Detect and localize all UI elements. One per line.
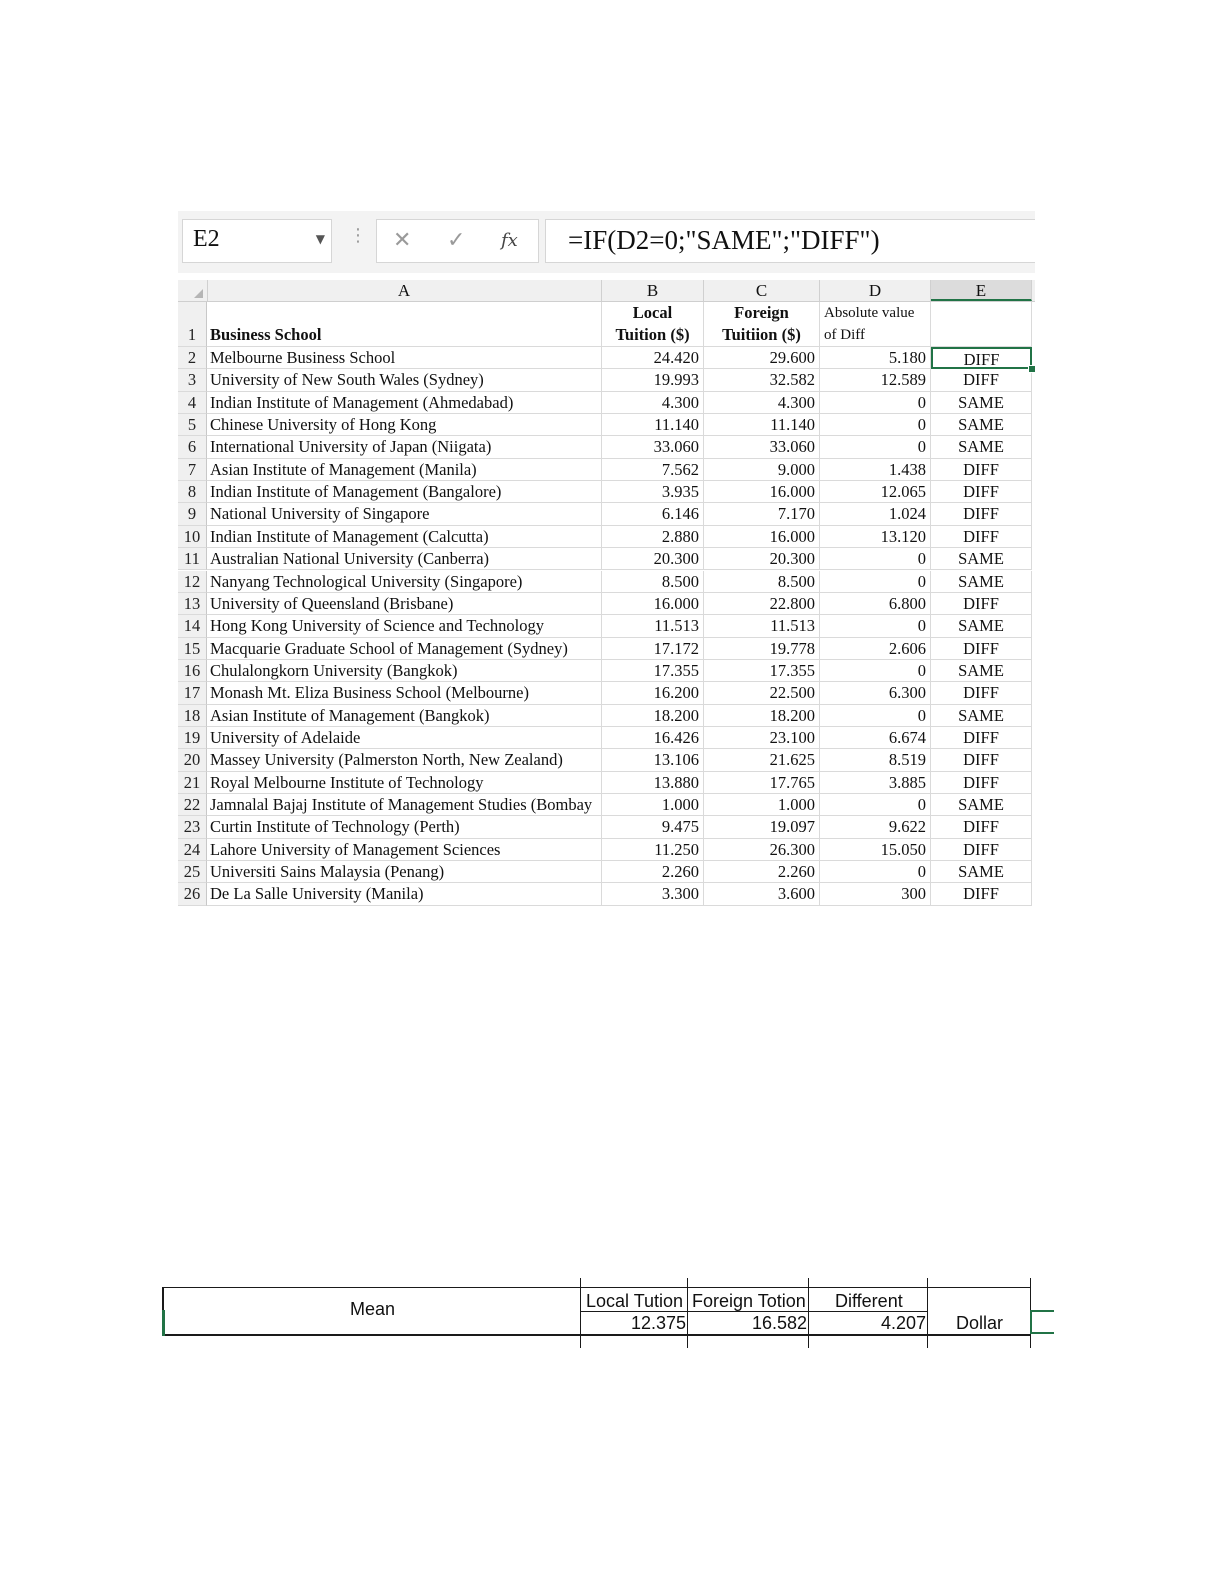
- row-number[interactable]: 22: [178, 794, 207, 816]
- header-local-tuition[interactable]: [602, 302, 704, 347]
- row-number[interactable]: 15: [178, 638, 207, 660]
- cell-abs-diff[interactable]: 12.065: [820, 481, 931, 503]
- cell-abs-diff[interactable]: 6.300: [820, 682, 931, 704]
- table-row: [178, 772, 1035, 794]
- cell-school[interactable]: Lahore University of Management Sciences: [207, 839, 602, 861]
- cell-result[interactable]: SAME: [931, 392, 1032, 414]
- cell-abs-diff[interactable]: 0: [820, 392, 931, 414]
- cell-school[interactable]: Hong Kong University of Science and Technology: [207, 615, 602, 637]
- cell-abs-diff[interactable]: 0: [820, 660, 931, 682]
- cell-foreign-tuition[interactable]: 17.765: [704, 772, 820, 794]
- cell-foreign-tuition[interactable]: 33.060: [704, 436, 820, 458]
- cell-abs-diff[interactable]: 0: [820, 861, 931, 883]
- row-number[interactable]: 17: [178, 682, 207, 704]
- row-number[interactable]: 8: [178, 481, 207, 503]
- cell-result[interactable]: SAME: [931, 436, 1032, 458]
- cell-foreign-tuition[interactable]: 21.625: [704, 749, 820, 771]
- name-box-value: E2: [193, 226, 220, 252]
- cell-foreign-tuition[interactable]: 19.778: [704, 638, 820, 660]
- cell-foreign-tuition[interactable]: 11.513: [704, 615, 820, 637]
- mean-label: Mean: [350, 1299, 396, 1319]
- cell-school[interactable]: Monash Mt. Eliza Business School (Melbourne): [207, 682, 602, 704]
- cell-local-tuition[interactable]: 18.200: [602, 705, 704, 727]
- cell-result[interactable]: DIFF: [931, 727, 1032, 749]
- cell-foreign-tuition[interactable]: 23.100: [704, 727, 820, 749]
- formula-input[interactable]: [545, 219, 1035, 263]
- mean-diff-value: 4.207: [880, 1313, 926, 1333]
- table-row: [178, 503, 1035, 525]
- cell-result[interactable]: DIFF: [931, 638, 1032, 660]
- row-number[interactable]: 2: [178, 347, 207, 369]
- cell-result[interactable]: DIFF: [931, 481, 1032, 503]
- cell-foreign-tuition[interactable]: 9.000: [704, 459, 820, 481]
- cell-local-tuition[interactable]: 4.300: [602, 392, 704, 414]
- cell-local-tuition[interactable]: 6.146: [602, 503, 704, 525]
- table-row: [178, 660, 1035, 682]
- cell-abs-diff[interactable]: 8.519: [820, 749, 931, 771]
- row-number[interactable]: 19: [178, 727, 207, 749]
- cancel-icon[interactable]: ✕: [393, 228, 412, 253]
- cell-abs-diff[interactable]: 0: [820, 436, 931, 458]
- cell-local-tuition[interactable]: 13.880: [602, 772, 704, 794]
- mean-local-value: 12.375: [630, 1313, 686, 1333]
- different-header: Different: [835, 1291, 903, 1311]
- header-local-tuition-line2: Tuition ($): [615, 325, 690, 344]
- cell-abs-diff[interactable]: 5.180: [820, 347, 931, 369]
- cell-foreign-tuition[interactable]: 18.200: [704, 705, 820, 727]
- cell-school[interactable]: Australian National University (Canberra): [207, 548, 602, 570]
- table-row: [178, 459, 1035, 481]
- cell-abs-diff[interactable]: 6.674: [820, 727, 931, 749]
- table-row: [178, 839, 1035, 861]
- chevron-down-icon[interactable]: ▼: [315, 232, 325, 246]
- header-foreign-tuition-line2: Tuitiion ($): [722, 325, 801, 344]
- cell-abs-diff[interactable]: 13.120: [820, 526, 931, 548]
- cell-result[interactable]: SAME: [931, 571, 1032, 593]
- cell-result[interactable]: DIFF: [931, 369, 1032, 391]
- cell-result[interactable]: DIFF: [931, 526, 1032, 548]
- header-foreign-tuition-line1: Foreign: [734, 303, 789, 322]
- table-row: [178, 638, 1035, 660]
- cell-abs-diff[interactable]: 2.606: [820, 638, 931, 660]
- cell-foreign-tuition[interactable]: 3.600: [704, 883, 820, 905]
- table-row: [178, 682, 1035, 704]
- select-all-corner[interactable]: [178, 280, 208, 301]
- insert-function-icon[interactable]: fx: [501, 230, 518, 251]
- cell-local-tuition[interactable]: 7.562: [602, 459, 704, 481]
- cell-local-tuition[interactable]: 16.426: [602, 727, 704, 749]
- column-header-e[interactable]: E: [931, 280, 1032, 301]
- cell-result[interactable]: DIFF: [931, 772, 1032, 794]
- column-headers: [178, 280, 1035, 302]
- cell-result[interactable]: DIFF: [931, 749, 1032, 771]
- cell-foreign-tuition[interactable]: 8.500: [704, 571, 820, 593]
- cell-abs-diff[interactable]: 0: [820, 571, 931, 593]
- cell-foreign-tuition[interactable]: 22.500: [704, 682, 820, 704]
- row-number[interactable]: 11: [178, 548, 207, 570]
- header-abs-diff-line2: of Diff: [824, 327, 865, 343]
- cell-result[interactable]: DIFF: [931, 839, 1032, 861]
- row-number[interactable]: 18: [178, 705, 207, 727]
- cell-foreign-tuition[interactable]: 19.097: [704, 816, 820, 838]
- table-row: [178, 816, 1035, 838]
- cell-local-tuition[interactable]: 13.106: [602, 749, 704, 771]
- cell-local-tuition[interactable]: 19.993: [602, 369, 704, 391]
- cell-foreign-tuition[interactable]: 1.000: [704, 794, 820, 816]
- cell-result[interactable]: DIFF: [931, 816, 1032, 838]
- confirm-icon[interactable]: ✓: [447, 228, 466, 253]
- row-number[interactable]: 25: [178, 861, 207, 883]
- table-row: [178, 347, 1035, 369]
- cell-result[interactable]: SAME: [931, 794, 1032, 816]
- cell-school[interactable]: Indian Institute of Management (Ahmedabad): [207, 392, 602, 414]
- selected-cell[interactable]: [1030, 1310, 1054, 1334]
- row-number[interactable]: 20: [178, 749, 207, 771]
- cell-school[interactable]: Melbourne Business School: [207, 347, 602, 369]
- cell-foreign-tuition[interactable]: 20.300: [704, 548, 820, 570]
- cell-school[interactable]: Universiti Sains Malaysia (Penang): [207, 861, 602, 883]
- cell-abs-diff[interactable]: 0: [820, 615, 931, 637]
- cell-result[interactable]: DIFF: [931, 503, 1032, 525]
- cell-local-tuition[interactable]: 17.355: [602, 660, 704, 682]
- name-box[interactable]: [182, 219, 332, 263]
- header-row: [178, 302, 1035, 347]
- cell-foreign-tuition[interactable]: 7.170: [704, 503, 820, 525]
- row-number[interactable]: 4: [178, 392, 207, 414]
- formula-bar: [178, 211, 1035, 273]
- formula-buttons: [376, 219, 539, 263]
- table-row: [178, 593, 1035, 615]
- cell-school[interactable]: Asian Institute of Management (Manila): [207, 459, 602, 481]
- row-number[interactable]: 21: [178, 772, 207, 794]
- cell-school[interactable]: Asian Institute of Management (Bangkok): [207, 705, 602, 727]
- cell-local-tuition[interactable]: 11.140: [602, 414, 704, 436]
- cell-school[interactable]: Jamnalal Bajaj Institute of Management Studies (Bombay: [207, 794, 602, 816]
- row-number[interactable]: 1: [178, 302, 207, 347]
- cell-school[interactable]: Massey University (Palmerston North, New Zealand): [207, 749, 602, 771]
- cell-foreign-tuition[interactable]: 17.355: [704, 660, 820, 682]
- cell-local-tuition[interactable]: 3.300: [602, 883, 704, 905]
- cell-school[interactable]: Chinese University of Hong Kong: [207, 414, 602, 436]
- cell-school[interactable]: University of Adelaide: [207, 727, 602, 749]
- column-header-b[interactable]: B: [602, 280, 704, 301]
- cell-result[interactable]: SAME: [931, 615, 1032, 637]
- cell-abs-diff[interactable]: 0: [820, 794, 931, 816]
- row-number[interactable]: 3: [178, 369, 207, 391]
- cell-school[interactable]: Macquarie Graduate School of Management (Sydney): [207, 638, 602, 660]
- cell-abs-diff[interactable]: 15.050: [820, 839, 931, 861]
- table-row: [178, 794, 1035, 816]
- cell-result[interactable]: SAME: [931, 414, 1032, 436]
- cell-foreign-tuition[interactable]: 29.600: [704, 347, 820, 369]
- cell-local-tuition[interactable]: 2.880: [602, 526, 704, 548]
- cell-result[interactable]: DIFF: [931, 347, 1032, 369]
- table-row: [178, 749, 1035, 771]
- row-number[interactable]: 10: [178, 526, 207, 548]
- row-number[interactable]: 14: [178, 615, 207, 637]
- cell-foreign-tuition[interactable]: 2.260: [704, 861, 820, 883]
- cell-foreign-tuition[interactable]: 32.582: [704, 369, 820, 391]
- cell-local-tuition[interactable]: 3.935: [602, 481, 704, 503]
- cell-abs-diff[interactable]: 9.622: [820, 816, 931, 838]
- cell-result[interactable]: DIFF: [931, 883, 1032, 905]
- cell-local-tuition[interactable]: 33.060: [602, 436, 704, 458]
- cell-local-tuition[interactable]: 20.300: [602, 548, 704, 570]
- cell-school[interactable]: Nanyang Technological University (Singapore): [207, 571, 602, 593]
- cell-local-tuition[interactable]: 1.000: [602, 794, 704, 816]
- column-header-d[interactable]: D: [820, 280, 931, 301]
- formula-text: =IF(D2=0;"SAME";"DIFF"): [568, 225, 880, 255]
- table-row: [178, 436, 1035, 458]
- row-number[interactable]: 26: [178, 883, 207, 905]
- cell-foreign-tuition[interactable]: 16.000: [704, 481, 820, 503]
- row-number[interactable]: 16: [178, 660, 207, 682]
- column-header-a[interactable]: A: [207, 280, 602, 301]
- row-number[interactable]: 13: [178, 593, 207, 615]
- row-number[interactable]: 7: [178, 459, 207, 481]
- cell-abs-diff[interactable]: 1.024: [820, 503, 931, 525]
- foreign-totion-header: Foreign Totion: [692, 1291, 806, 1311]
- table-row: [178, 392, 1035, 414]
- table-row: [178, 369, 1035, 391]
- header-local-tuition-line1: Local: [632, 303, 673, 322]
- cell-school[interactable]: International University of Japan (Niigata): [207, 436, 602, 458]
- cell-abs-diff[interactable]: 1.438: [820, 459, 931, 481]
- header-business-school[interactable]: Business School: [207, 302, 602, 347]
- table-row: [178, 414, 1035, 436]
- cell-result[interactable]: SAME: [931, 548, 1032, 570]
- cell-local-tuition[interactable]: 16.000: [602, 593, 704, 615]
- drag-handle-icon[interactable]: ⋮: [349, 225, 367, 246]
- cell-school[interactable]: Indian Institute of Management (Calcutta): [207, 526, 602, 548]
- header-result[interactable]: [931, 302, 1032, 347]
- header-abs-diff-line1: Absolute value: [824, 305, 915, 321]
- cell-result[interactable]: SAME: [931, 705, 1032, 727]
- table-row: [178, 481, 1035, 503]
- cell-school[interactable]: Royal Melbourne Institute of Technology: [207, 772, 602, 794]
- table-row: [178, 727, 1035, 749]
- table-row: [178, 615, 1035, 637]
- cell-result[interactable]: DIFF: [931, 682, 1032, 704]
- cell-abs-diff[interactable]: 3.885: [820, 772, 931, 794]
- cell-school[interactable]: Indian Institute of Management (Bangalore): [207, 481, 602, 503]
- cell-local-tuition[interactable]: 16.200: [602, 682, 704, 704]
- cell-abs-diff[interactable]: 300: [820, 883, 931, 905]
- cell-foreign-tuition[interactable]: 16.000: [704, 526, 820, 548]
- mean-foreign-value: 16.582: [751, 1313, 807, 1333]
- header-foreign-tuition[interactable]: [704, 302, 820, 347]
- row-number[interactable]: 6: [178, 436, 207, 458]
- row-number[interactable]: 12: [178, 571, 207, 593]
- fill-handle[interactable]: [1028, 365, 1036, 373]
- local-tution-header: Local Tution: [586, 1291, 684, 1311]
- table-row: [178, 861, 1035, 883]
- table-row: [178, 526, 1035, 548]
- cell-abs-diff[interactable]: 0: [820, 548, 931, 570]
- cell-abs-diff[interactable]: 12.589: [820, 369, 931, 391]
- cell-foreign-tuition[interactable]: 22.800: [704, 593, 820, 615]
- cell-result[interactable]: DIFF: [931, 593, 1032, 615]
- cell-local-tuition[interactable]: 17.172: [602, 638, 704, 660]
- row-number[interactable]: 5: [178, 414, 207, 436]
- cell-result[interactable]: SAME: [931, 660, 1032, 682]
- cell-local-tuition[interactable]: 8.500: [602, 571, 704, 593]
- cell-result[interactable]: SAME: [931, 861, 1032, 883]
- cell-foreign-tuition[interactable]: 26.300: [704, 839, 820, 861]
- cell-abs-diff[interactable]: 0: [820, 705, 931, 727]
- row-number[interactable]: 24: [178, 839, 207, 861]
- cell-local-tuition[interactable]: 11.513: [602, 615, 704, 637]
- spreadsheet-screenshot: [178, 211, 1035, 915]
- cell-local-tuition[interactable]: 24.420: [602, 347, 704, 369]
- table-row: [178, 883, 1035, 905]
- cell-foreign-tuition[interactable]: 4.300: [704, 392, 820, 414]
- cell-school[interactable]: Chulalongkorn University (Bangkok): [207, 660, 602, 682]
- cell-school[interactable]: Curtin Institute of Technology (Perth): [207, 816, 602, 838]
- cell-school[interactable]: De La Salle University (Manila): [207, 883, 602, 905]
- mean-summary-table: [158, 1278, 1058, 1350]
- cell-school[interactable]: National University of Singapore: [207, 503, 602, 525]
- cell-foreign-tuition[interactable]: 11.140: [704, 414, 820, 436]
- row-number[interactable]: 9: [178, 503, 207, 525]
- row-number[interactable]: 23: [178, 816, 207, 838]
- cell-school[interactable]: University of New South Wales (Sydney): [207, 369, 602, 391]
- unit-label: Dollar: [956, 1313, 1004, 1333]
- table-row: [178, 548, 1035, 570]
- cell-result[interactable]: DIFF: [931, 459, 1032, 481]
- cell-abs-diff[interactable]: 6.800: [820, 593, 931, 615]
- cell-local-tuition[interactable]: 9.475: [602, 816, 704, 838]
- cell-abs-diff[interactable]: 0: [820, 414, 931, 436]
- cell-school[interactable]: University of Queensland (Brisbane): [207, 593, 602, 615]
- table-row: [178, 571, 1035, 593]
- column-header-c[interactable]: C: [704, 280, 820, 301]
- table-row: [178, 705, 1035, 727]
- header-abs-diff[interactable]: [820, 302, 931, 347]
- cell-local-tuition[interactable]: 2.260: [602, 861, 704, 883]
- cell-local-tuition[interactable]: 11.250: [602, 839, 704, 861]
